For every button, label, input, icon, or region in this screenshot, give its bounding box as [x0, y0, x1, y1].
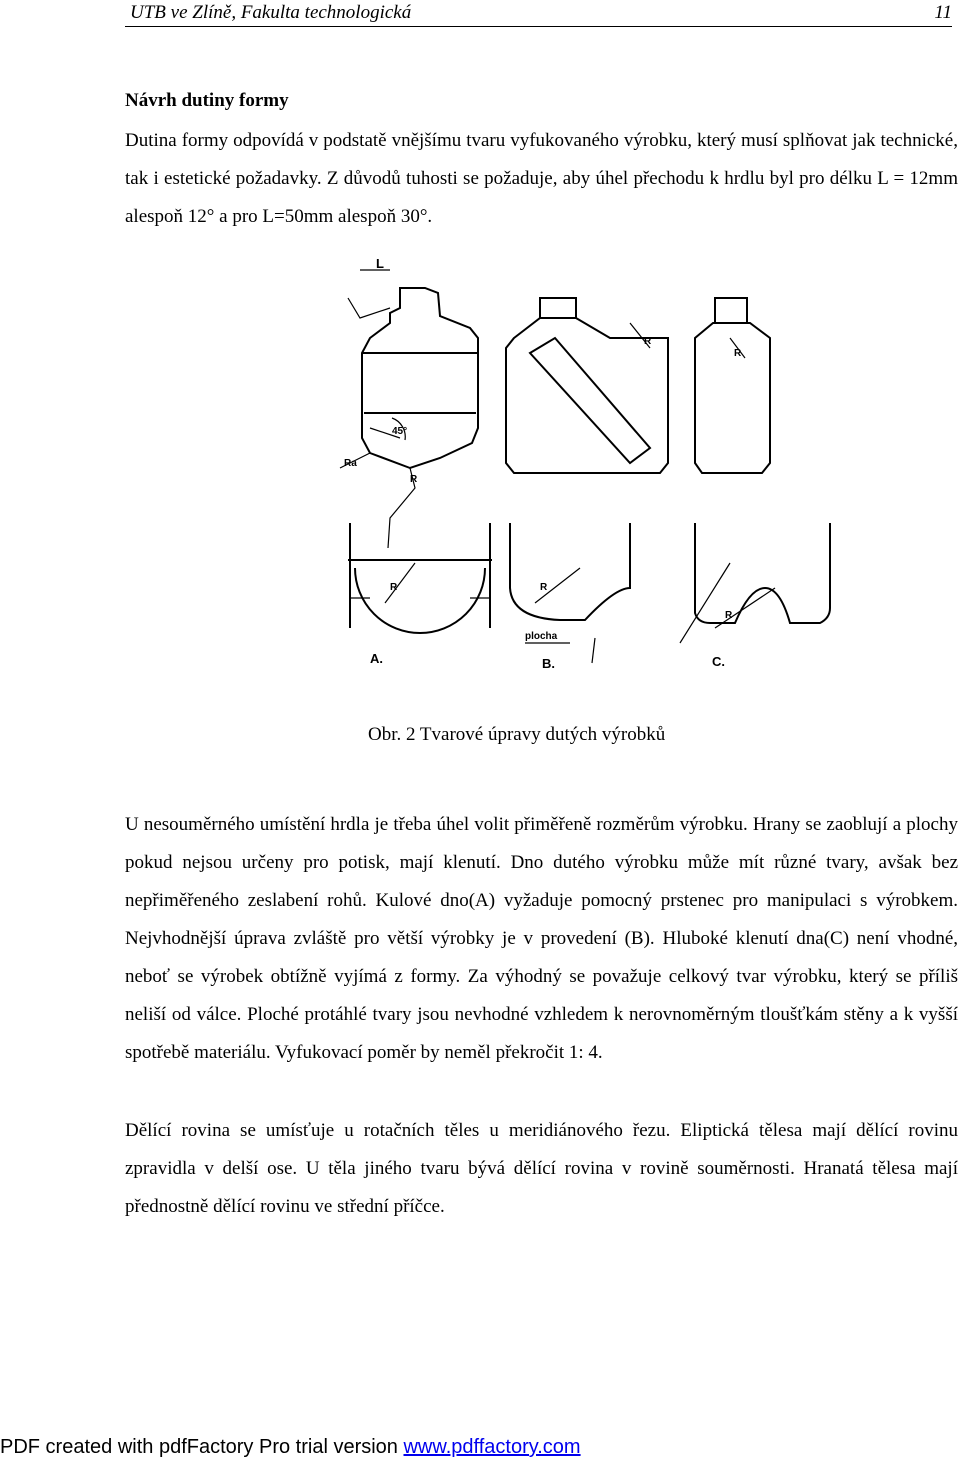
- bottom-b-drawing: [510, 523, 630, 671]
- label-plocha: plocha: [525, 631, 558, 642]
- paragraph-main: U nesouměrného umístění hrdla je třeba úhel volit přiměřeně rozměrům výrobku. Hrany se zaoblují a plochy pokud nejsou určeny pro potisk, mají klenutí. Dno dutého výrobku může mít různé tvary, avšak bez nepřiměřeného zeslabení rohů. Kulové dno(A) vyžaduje pomocný prstenec pro manipulaci s výrobkem. Nejvhodnější úprava zvláště pro větší výrobky je v provedení (B). Hluboké klenutí dna(C) není vhodné, neboť se výrobek obtížně vyjímá z formy. Za výhodný se považuje celkový tvar výrobku, který se příliš neliší od válce. Ploché protáhlé tvary jsou nevhodné vzhledem k nerovnoměrným tloušťkám stěny a k vyšší spotřebě materiálu. Vyfukovací poměr by neměl překročit 1: 4.: [125, 814, 958, 1063]
- label-r2: R: [644, 336, 652, 347]
- paragraph-parting-plane: Dělící rovina se umísťuje u rotačních těles u meridiánového řezu. Eliptická tělesa mají dělící rovinu zpravidla v delší ose. U těla jiného tvaru bývá dělící rovina v rovině souměrnosti. Hranatá tělesa mají přednostně dělící rovinu ve střední příčce.: [125, 1120, 958, 1217]
- bottle-narrow-drawing: [695, 298, 770, 473]
- label-c: C.: [712, 654, 725, 669]
- label-l: L: [376, 258, 384, 271]
- footer-text: PDF created with pdfFactory Pro trial version: [0, 1436, 404, 1458]
- bottle-canister-drawing: [506, 298, 668, 473]
- bottle-left-drawing: [340, 258, 478, 548]
- label-r5: R: [540, 582, 548, 593]
- page-header: [125, 0, 952, 27]
- page-number: 11: [934, 2, 952, 23]
- label-r4: R: [390, 582, 398, 593]
- label-b: B.: [542, 656, 555, 671]
- figure-bottle-shapes: [330, 258, 850, 688]
- label-r6: R: [725, 610, 733, 621]
- section-heading: Návrh dutiny formy: [125, 90, 289, 111]
- label-ra: Ra: [344, 458, 357, 469]
- paragraph-intro: Dutina formy odpovídá v podstatě vnějšímu tvaru vyfukovaného výrobku, který musí splňovat jak technické, tak i estetické požadavky. Z důvodů tuhosti se požaduje, aby úhel přechodu k hrdlu byl pro délku L = 12mm alespoň 12° a pro L=50mm alespoň 30°.: [125, 130, 958, 227]
- label-r3: R: [734, 348, 742, 359]
- bottom-a-drawing: [348, 523, 492, 666]
- label-a: A.: [370, 651, 383, 666]
- footer-link[interactable]: www.pdffactory.com: [403, 1436, 581, 1458]
- bottom-c-drawing: [680, 523, 830, 669]
- figure-caption: Obr. 2 Tvarové úpravy dutých výrobků: [368, 724, 666, 745]
- label-45: 45°: [392, 426, 408, 437]
- pdf-footer: [0, 1436, 581, 1459]
- label-r1: R: [410, 474, 418, 485]
- header-title: UTB ve Zlíně, Fakulta technologická: [130, 2, 412, 23]
